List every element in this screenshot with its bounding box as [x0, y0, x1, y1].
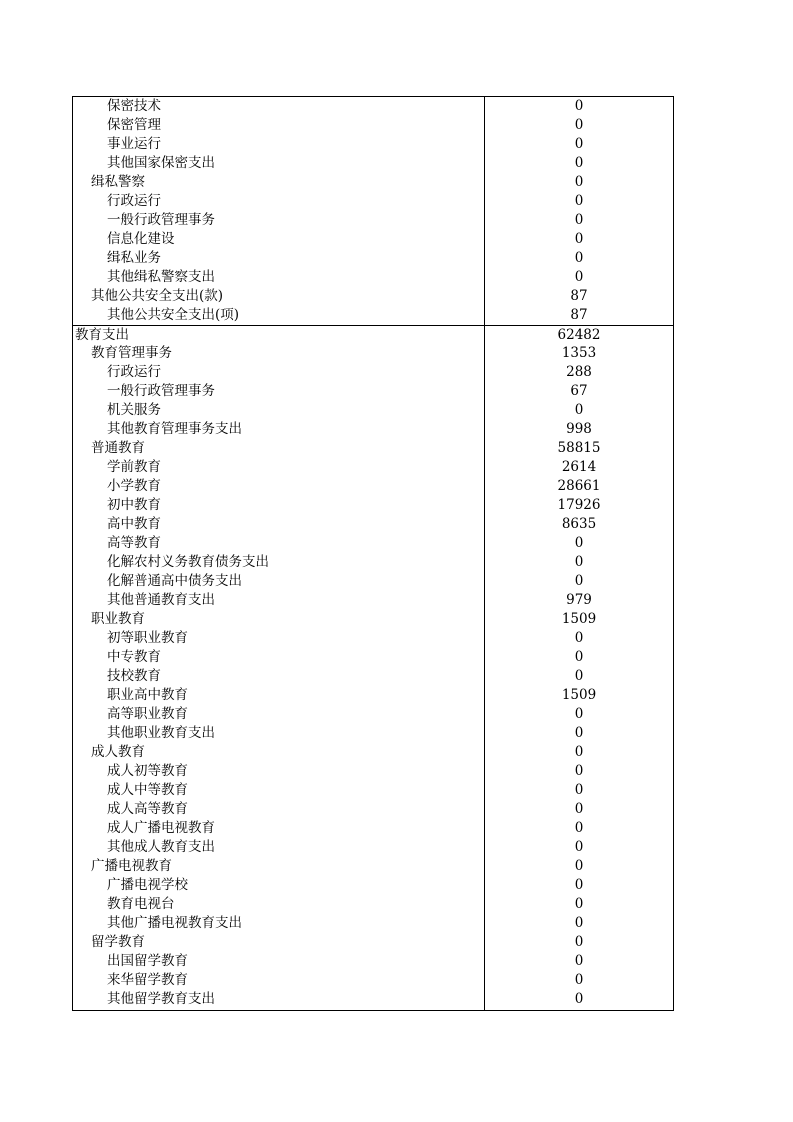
table-row: [73, 382, 673, 401]
row-label: 成人广播电视教育: [73, 819, 485, 838]
row-label: 机关服务: [73, 401, 485, 420]
table-row: [73, 819, 673, 838]
row-label: 中专教育: [73, 648, 485, 667]
row-amount: 0: [574, 136, 584, 152]
table-row: [73, 933, 673, 952]
table-row: [73, 724, 673, 743]
row-label: 来华留学教育: [73, 971, 485, 990]
budget-table: [72, 96, 674, 1011]
row-amount: 28661: [557, 478, 601, 494]
row-amount: 0: [574, 231, 584, 247]
row-amount: 1509: [561, 687, 597, 703]
table-row: [73, 515, 673, 534]
row-amount: 0: [574, 573, 584, 589]
row-label: 高中教育: [73, 515, 485, 534]
row-label: 小学教育: [73, 477, 485, 496]
table-row: [73, 420, 673, 439]
table-row: [73, 401, 673, 420]
row-amount: 87: [570, 288, 588, 304]
table-row: [73, 249, 673, 268]
table-row: [73, 287, 673, 306]
table-row: [73, 458, 673, 477]
row-amount: 0: [574, 858, 584, 874]
row-label: 教育电视台: [73, 895, 485, 914]
row-amount: 0: [574, 744, 584, 760]
row-amount: 0: [574, 820, 584, 836]
table-row: [73, 192, 673, 211]
table-row: [73, 705, 673, 724]
row-amount: 0: [574, 972, 584, 988]
row-label: 高等教育: [73, 534, 485, 553]
table-row: [73, 306, 673, 325]
row-label: 成人中等教育: [73, 781, 485, 800]
table-row: [73, 116, 673, 135]
row-amount: 0: [574, 934, 584, 950]
row-amount: 0: [574, 877, 584, 893]
row-amount: 0: [574, 896, 584, 912]
table-row: [73, 230, 673, 249]
row-amount: 0: [574, 98, 584, 114]
row-label: 保密管理: [73, 116, 485, 135]
row-label: 其他缉私警察支出: [73, 268, 485, 287]
row-label: 缉私业务: [73, 249, 485, 268]
row-amount: 0: [574, 801, 584, 817]
row-amount: 87: [570, 307, 588, 323]
row-label: 一般行政管理事务: [73, 382, 485, 401]
row-amount: 0: [574, 649, 584, 665]
row-label: 行政运行: [73, 363, 485, 382]
table-row: [73, 477, 673, 496]
row-label: 信息化建设: [73, 230, 485, 249]
row-amount: 2614: [561, 459, 597, 475]
row-label: 成人教育: [73, 743, 485, 762]
table-row: [73, 762, 673, 781]
row-amount: 0: [574, 554, 584, 570]
row-label: 职业教育: [73, 610, 485, 629]
row-amount: 0: [574, 725, 584, 741]
row-amount: 8635: [561, 516, 597, 532]
table-row: [73, 667, 673, 686]
table-row: [73, 97, 673, 116]
row-label: 化解普通高中债务支出: [73, 572, 485, 591]
row-label: 教育管理事务: [73, 344, 485, 363]
table-row: [73, 363, 673, 382]
table-row: [73, 876, 673, 895]
row-amount: 0: [574, 269, 584, 285]
row-label: 职业高中教育: [73, 686, 485, 705]
table-row: [73, 173, 673, 192]
table-row: [73, 439, 673, 458]
table-row: [73, 344, 673, 363]
row-label: 初等职业教育: [73, 629, 485, 648]
row-label: 其他公共安全支出(款): [73, 287, 485, 306]
row-label: 广播电视教育: [73, 857, 485, 876]
row-amount: 1353: [561, 345, 597, 361]
table-row: [73, 211, 673, 230]
row-amount: 62482: [485, 325, 673, 344]
row-amount: 0: [574, 250, 584, 266]
row-label: 成人初等教育: [73, 762, 485, 781]
table-row: [73, 154, 673, 173]
table-row: [73, 686, 673, 705]
table-row: [73, 496, 673, 515]
row-label: 其他公共安全支出(项): [73, 306, 485, 325]
row-label: 学前教育: [73, 458, 485, 477]
row-amount: 67: [570, 383, 588, 399]
row-amount: 288: [566, 364, 592, 380]
row-label: 化解农村义务教育债务支出: [73, 553, 485, 572]
table-row: [73, 572, 673, 591]
row-amount: 0: [574, 117, 584, 133]
row-label: 其他职业教育支出: [73, 724, 485, 743]
row-amount: 0: [574, 991, 584, 1007]
row-amount: 0: [574, 782, 584, 798]
table-row: [73, 990, 673, 1010]
table-row: [73, 610, 673, 629]
row-label: 其他教育管理事务支出: [73, 420, 485, 439]
table-row: [73, 591, 673, 610]
row-label: 出国留学教育: [73, 952, 485, 971]
row-amount: 0: [574, 630, 584, 646]
row-amount: 0: [574, 839, 584, 855]
table-row: [73, 325, 673, 344]
row-label: 高等职业教育: [73, 705, 485, 724]
row-amount: 998: [566, 421, 592, 437]
row-amount: 0: [574, 155, 584, 171]
table-row: [73, 629, 673, 648]
row-amount: 0: [574, 193, 584, 209]
table-row: [73, 743, 673, 762]
row-label: 其他普通教育支出: [73, 591, 485, 610]
row-label: 成人高等教育: [73, 800, 485, 819]
row-amount: 58815: [557, 440, 601, 456]
row-label: 缉私警察: [73, 173, 485, 192]
table-row: [73, 895, 673, 914]
table-row: [73, 952, 673, 971]
row-amount: 0: [574, 763, 584, 779]
row-label: 初中教育: [73, 496, 485, 515]
table-row: [73, 800, 673, 819]
table-row: [73, 553, 673, 572]
table-row: [73, 135, 673, 154]
row-label: 一般行政管理事务: [73, 211, 485, 230]
row-amount: 17926: [557, 497, 601, 513]
row-label: 行政运行: [73, 192, 485, 211]
row-amount: 0: [574, 212, 584, 228]
row-amount: 0: [574, 915, 584, 931]
row-amount: 0: [574, 706, 584, 722]
row-label: 技校教育: [73, 667, 485, 686]
row-amount: 979: [566, 592, 592, 608]
row-label: 其他留学教育支出: [73, 990, 485, 1010]
table-row: [73, 971, 673, 990]
table-row: [73, 914, 673, 933]
row-amount: 0: [574, 535, 584, 551]
row-amount: 0: [574, 668, 584, 684]
row-amount: 0: [574, 953, 584, 969]
row-label: 留学教育: [73, 933, 485, 952]
table-row: [73, 781, 673, 800]
table-row: [73, 648, 673, 667]
table-row: [73, 534, 673, 553]
table-row: [73, 857, 673, 876]
row-amount: 0: [574, 174, 584, 190]
row-label: 其他广播电视教育支出: [73, 914, 485, 933]
table-row: [73, 268, 673, 287]
row-amount: 0: [574, 402, 584, 418]
row-label: 普通教育: [73, 439, 485, 458]
row-label: 广播电视学校: [73, 876, 485, 895]
row-amount: 1509: [561, 611, 597, 627]
row-label: 事业运行: [73, 135, 485, 154]
row-label: 其他国家保密支出: [73, 154, 485, 173]
table-row: [73, 838, 673, 857]
row-label: 其他成人教育支出: [73, 838, 485, 857]
row-label: 教育支出: [73, 325, 485, 344]
row-label: 保密技术: [73, 97, 485, 116]
